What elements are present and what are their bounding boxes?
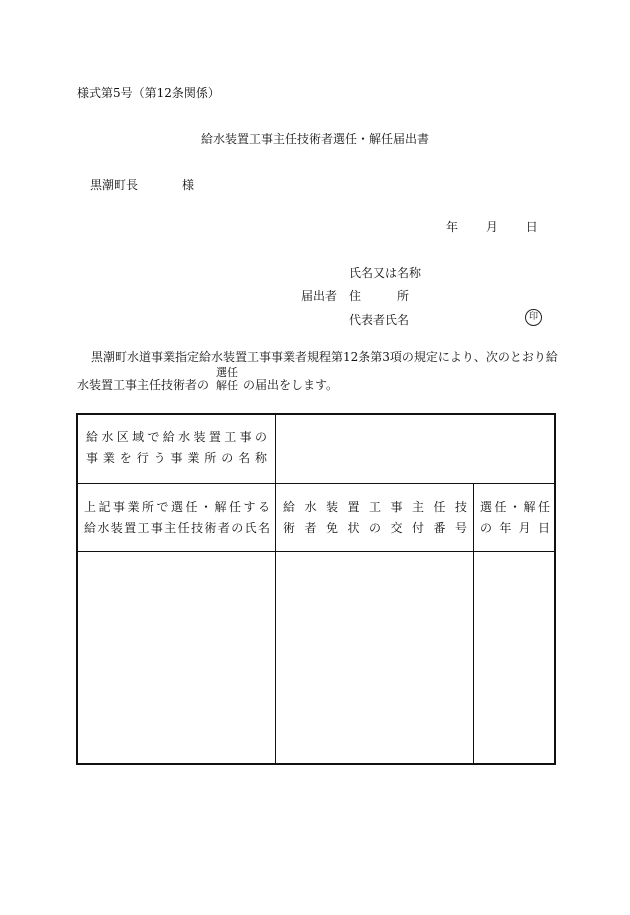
office-name-label-line-1: 給水区域で給水装置工事の (86, 430, 267, 444)
name-label: 氏名又は名称 (349, 266, 422, 280)
address-label (349, 287, 409, 304)
representative-label: 代表者氏名 (349, 313, 410, 327)
option-appoint: 選任 (216, 366, 238, 379)
date-month-label: 月 (485, 220, 498, 234)
addressee-honorific: 様 (182, 178, 195, 192)
table-divider-header (78, 551, 554, 552)
option-dismiss: 解任 (216, 379, 238, 392)
office-name-label (86, 427, 267, 469)
form-number: 様式第5号（第12条関係） (77, 86, 220, 100)
date-year-label: 年 (446, 220, 459, 234)
address-label-2: 所 (397, 289, 410, 303)
date-day-label: 日 (525, 220, 538, 234)
addressee-name: 黒潮町長 (90, 178, 139, 192)
appoint-dismiss-choice (216, 366, 238, 392)
form-table (76, 413, 556, 765)
addressee (90, 176, 194, 193)
table-divider-office (78, 483, 554, 484)
date-line (446, 218, 538, 235)
col-header-license-number-line-2: 術者免状の交付番号 (283, 521, 467, 535)
col-header-technician-name-line-2: 給水装置工事主任技術者の氏名 (84, 521, 270, 535)
address-label-1: 住 (349, 289, 362, 303)
office-name-label-line-2: 事業を行う事業所の名称 (86, 451, 267, 465)
col-header-license-number-line-1: 給水装置工事主任技 (283, 500, 467, 514)
body-text-line-2-tail: の届出をします。 (243, 378, 339, 392)
col-header-license-number (283, 497, 467, 539)
submitter-label: 届出者 (301, 289, 338, 303)
col-header-technician-name-line-1: 上記事業所で選任・解任する (84, 500, 270, 514)
table-divider-col1 (275, 415, 276, 763)
col-header-technician-name (84, 497, 270, 539)
seal-icon: 印 (525, 309, 542, 326)
col-header-date-line-1: 選任・解任 (480, 500, 550, 514)
table-divider-col2 (473, 483, 474, 763)
col-header-date (480, 497, 550, 539)
document-title: 給水装置工事主任技術者選任・解任届出書 (200, 132, 429, 146)
col-header-date-line-2: の年月日 (480, 521, 550, 535)
body-text-line-1: 黒潮町水道事業指定給水装置工事事業者規程第12条第3項の規定により、次のとおり給 (91, 350, 558, 364)
body-text-line-2-head: 水装置工事主任技術者の (77, 378, 210, 392)
